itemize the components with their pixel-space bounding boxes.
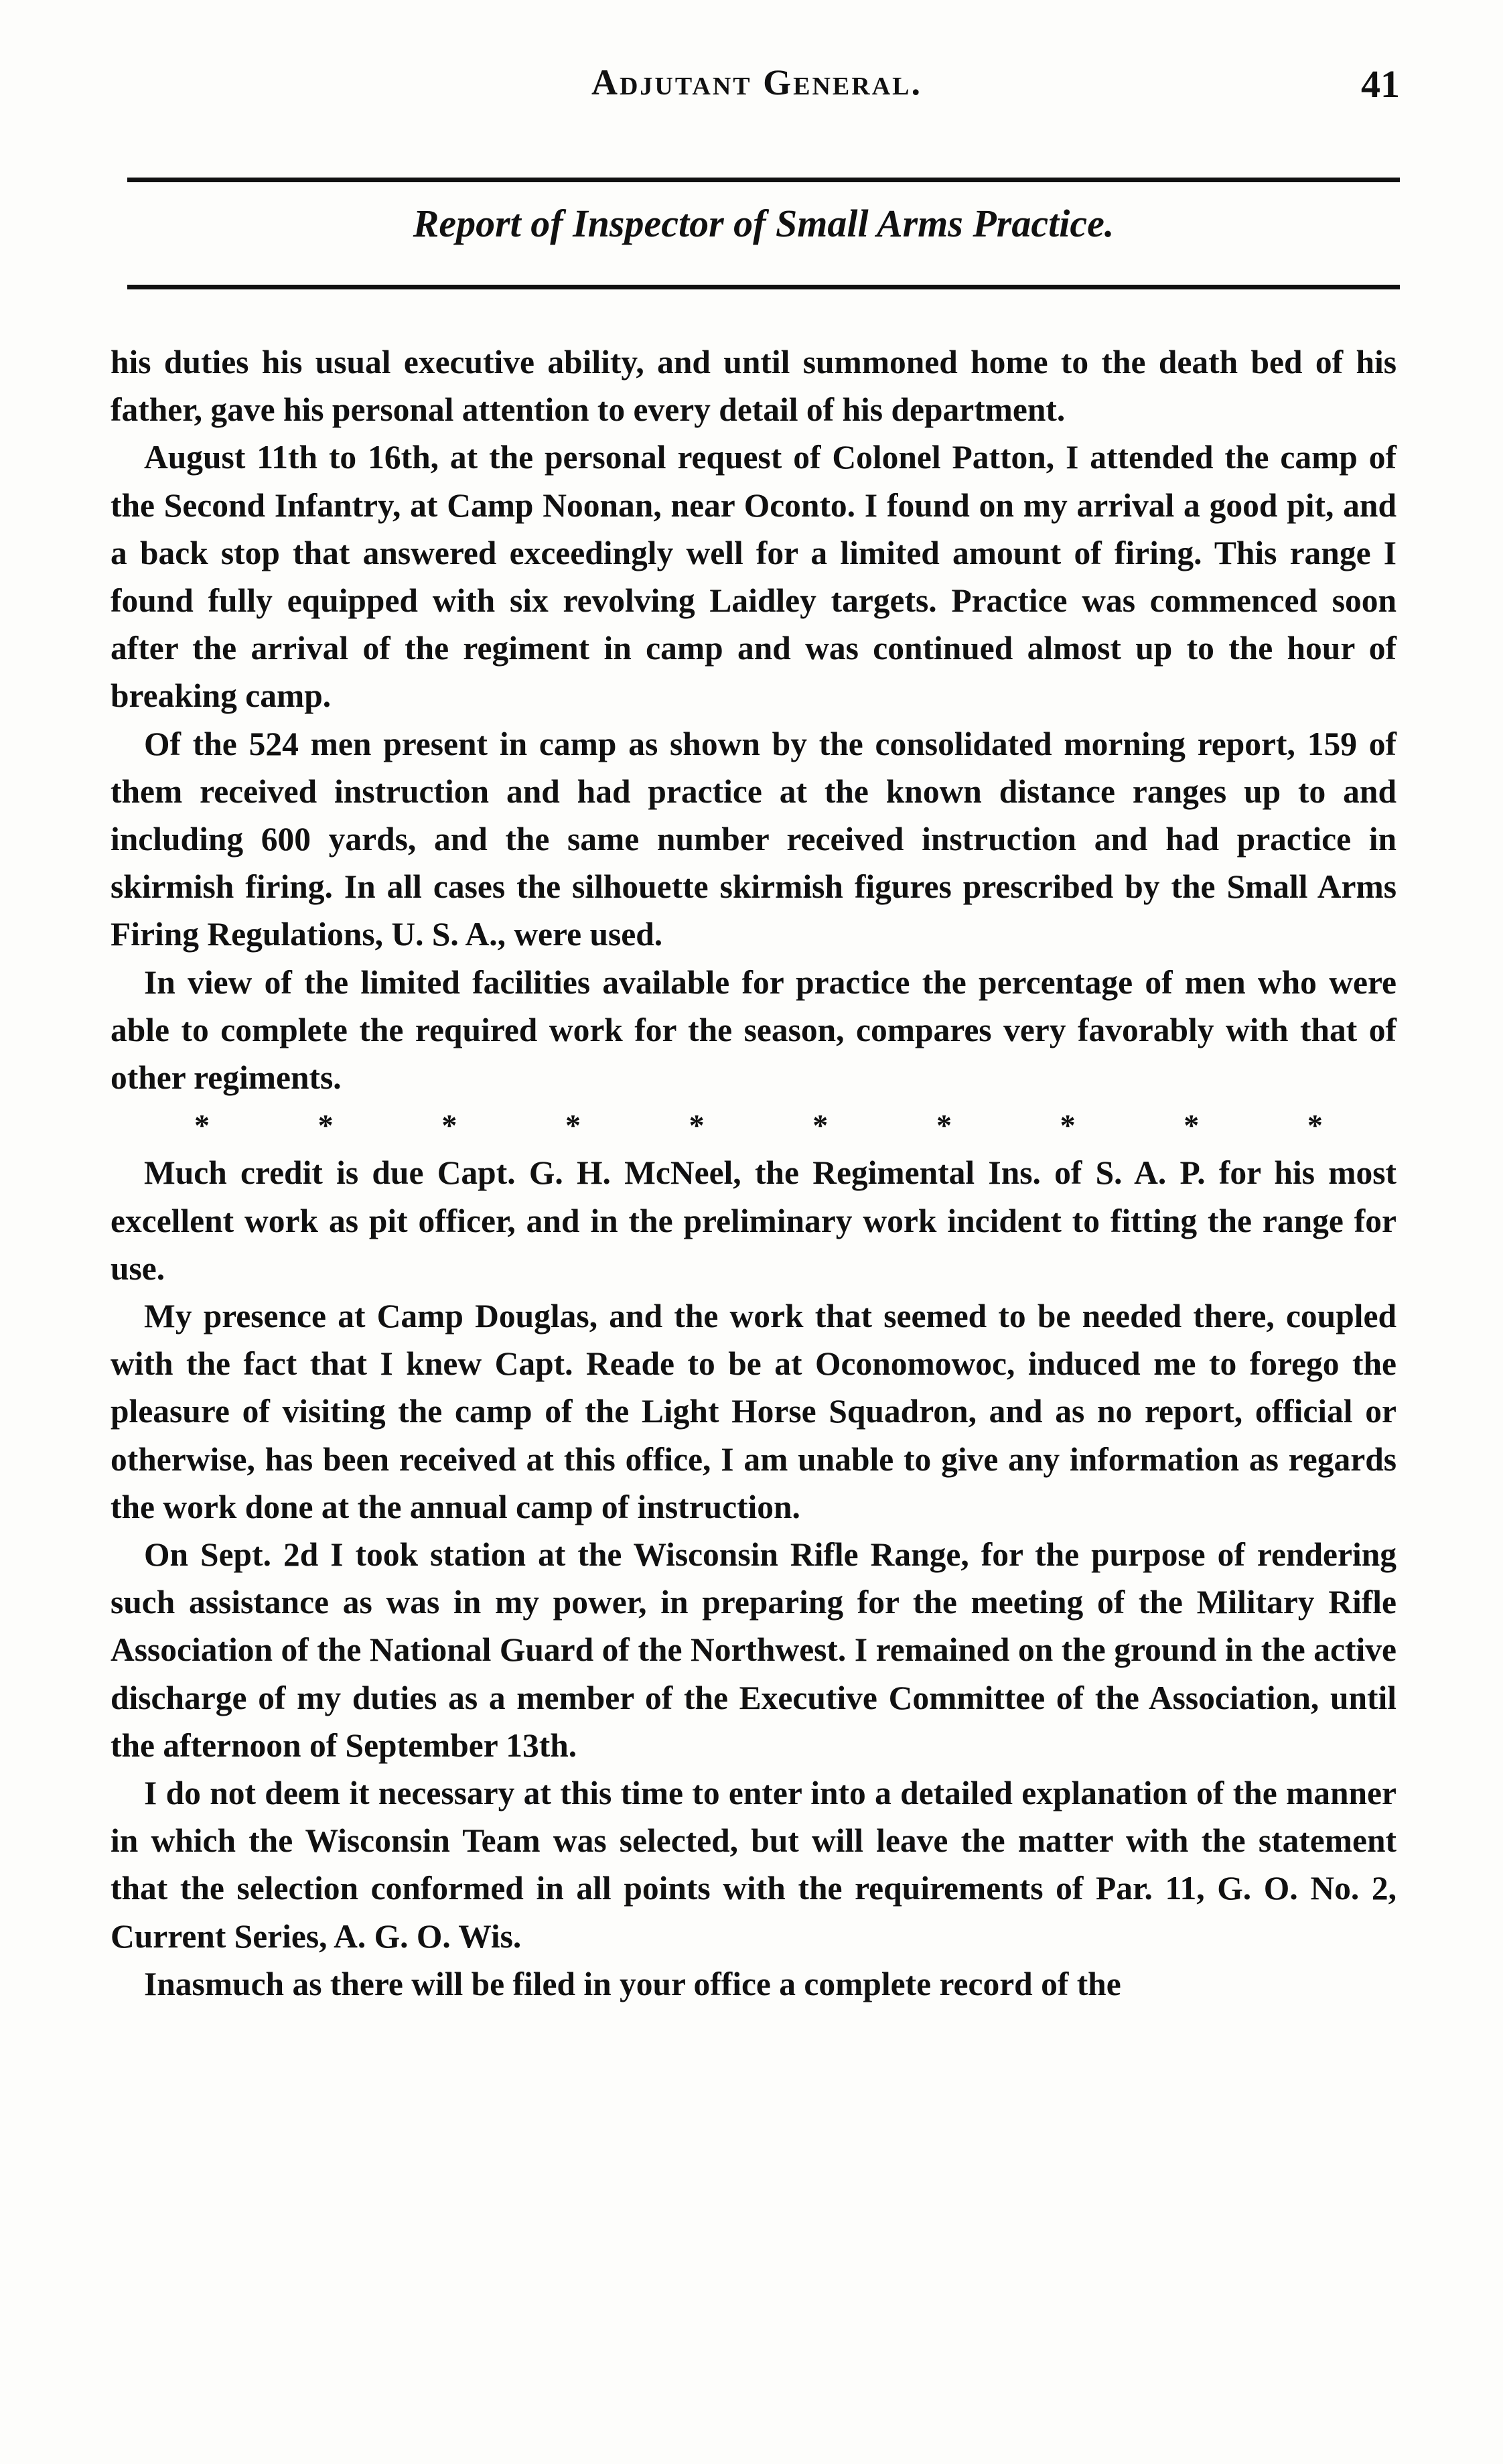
separator-star: *: [936, 1108, 952, 1143]
paragraph: My presence at Camp Douglas, and the work that seemed to be needed there, coupled with the fact that I knew Capt. Reade to be at Oconomowoc, induced me to forego the pleasure of visiting the camp of the Light Horse Squadron, and as no report, official or otherwise, has been received at this office, I am unable to give any information as regards the work done at the annual camp of instruction.: [111, 1298, 1397, 1525]
separator-star: *: [689, 1108, 705, 1143]
page-number: 41: [1361, 62, 1400, 106]
paragraph: his duties his usual executive ability, and until summoned home to the death bed of his father, gave his personal attention to every detail of his department.: [111, 344, 1397, 429]
body-text: [111, 338, 1397, 2008]
paragraph: In view of the limited facilities available for practice the percentage of men who were able to complete the required work for the season, compares very favorably with that of other regiments.: [111, 963, 1397, 1097]
separator-star: *: [812, 1108, 829, 1143]
bottom-rule: [127, 285, 1400, 289]
running-title: Adjutant General.: [591, 62, 922, 102]
paragraph: On Sept. 2d I took station at the Wisconsin Rifle Range, for the purpose of rendering such assistance as was in my power, in preparing for the meeting of the Military Rifle Association of the National Guard of the Northwest. I remained on the ground in the active discharge of my duties as a member of the Executive Committee of the Association, until the afternoon of September 13th.: [111, 1536, 1397, 1764]
paragraph: Of the 524 men present in camp as shown by the consolidated morning report, 159 of them received instruction and had practice at the known distance ranges up to and including 600 yards, and the same number received instruction and had practice in skirmish firing. In all cases the silhouette skirmish figures prescribed by the Small Arms Firing Regulations, U. S. A., were used.: [111, 725, 1397, 953]
separator-star: *: [441, 1108, 457, 1143]
separator-star: *: [1307, 1108, 1323, 1143]
separator-star: *: [194, 1108, 210, 1143]
top-rule: [127, 178, 1400, 182]
paragraph: Much credit is due Capt. G. H. McNeel, the Regimental Ins. of S. A. P. for his most excellent work as pit officer, and in the preliminary work incident to fitting the range for use.: [111, 1154, 1397, 1287]
running-head: [114, 62, 1400, 115]
paragraph: August 11th to 16th, at the personal request of Colonel Patton, I attended the camp of the Second Infantry, at Camp Noonan, near Oconto. I found on my arrival a good pit, and a back stop that answered exceedingly well for a limited amount of firing. This range I found fully equipped with six revolving Laidley targets. Practice was commenced soon after the arrival of the regiment in camp and was continued almost up to the hour of breaking camp.: [111, 439, 1397, 715]
separator-star: *: [1184, 1108, 1200, 1143]
paragraph: Inasmuch as there will be filed in your office a complete record of the: [144, 1965, 1121, 2002]
section-title: Report of Inspector of Small Arms Practice.: [413, 202, 1115, 245]
paragraph: I do not deem it necessary at this time to enter into a detailed explanation of the manner in which the Wisconsin Team was selected, but will leave the matter with the statement that the selection conformed in all points with the requirements of Par. 11, G. O. No. 2, Current Series, A. G. O. Wis.: [111, 1775, 1397, 1955]
separator-star: *: [317, 1108, 334, 1143]
separator-star: *: [1060, 1108, 1076, 1143]
section-separator: [111, 1101, 1397, 1149]
separator-star: *: [565, 1108, 581, 1143]
